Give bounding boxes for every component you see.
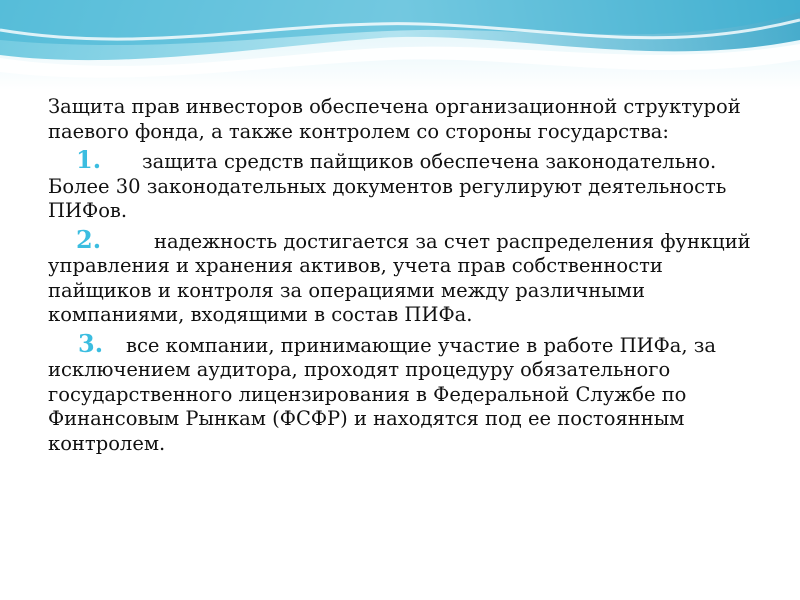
list-item-number: 1. <box>76 145 102 174</box>
list-item <box>48 145 768 224</box>
decorative-wave-header <box>0 0 800 90</box>
list-item-text: надежность достигается за счет распределения функций управления и хранения активов, учета прав собственности пайщиков и контроля за операциями между различными компаниями, входящими в состав ПИФа. <box>48 229 751 326</box>
slide-body <box>48 95 768 456</box>
list-item-number: 3. <box>78 328 104 358</box>
intro-paragraph: Защита прав инвесторов обеспечена организационной структурой паевого фонда, а также контролем со стороны государства: <box>48 95 741 143</box>
list-item <box>48 224 768 328</box>
list-item-text: защита средств пайщиков обеспечена законодательно. Более 30 законодательных документов регулируют деятельность ПИФов. <box>48 150 727 222</box>
list-item-number: 2. <box>76 224 102 254</box>
list-item <box>48 328 768 457</box>
list-item-text: все компании, принимающие участие в работе ПИФа, за исключением аудитора, проходят процедуру обязательного государственного лицензирования в Федеральной Службе по Финансовым Рынкам (ФСФР) и находятся под ее постоянным контролем. <box>48 333 717 455</box>
